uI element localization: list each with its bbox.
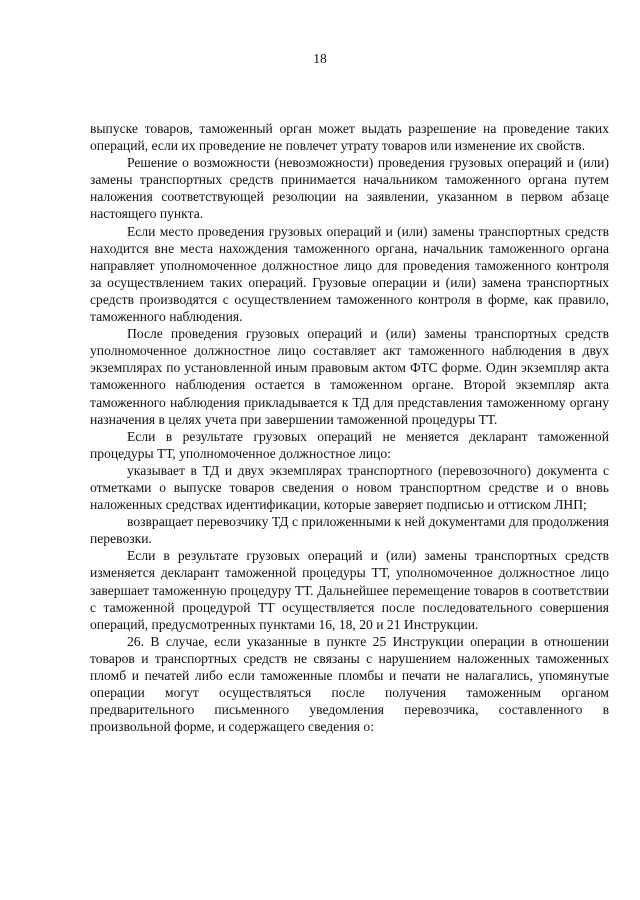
- list-item-returns: возвращает перевозчику ТД с приложенными к ней документами для продолжения перевозки.: [90, 514, 609, 547]
- page-number: 18: [313, 51, 327, 66]
- paragraph-observation-act: После проведения грузовых операций и (или) замены транспортных средств уполномоченное должностное лицо составляет акт таможенного наблюдения в двух экземплярах по установленной иным правовым актом ФТС форме. Один экземпляр акта таможенного наблюдения остается в таможенном органе. Второй экземпляр акта таможенного наблюдения прикладывается к ТД для представления таможенному органу назначения в целях учета при завершении таможенной процедуры ТТ.: [90, 326, 609, 427]
- paragraph-outside-location: Если место проведения грузовых операций и (или) замены транспортных средств находится вне места нахождения таможенного органа, начальник таможенного органа направляет уполномоченное должностное лицо для проведения таможенного контроля за осуществлением таких операций. Грузовые операции и (или) замена транспортных средств производятся с осуществлением таможенного контроля в форме, как правило, таможенного наблюдения.: [90, 223, 609, 325]
- paragraph-item-26: 26. В случае, если указанные в пункте 25 Инструкции операции в отношении товаров и транспортных средств не связаны с нарушением наложенных таможенных пломб и печатей либо если таможенные пломбы и печати не налагались, упомянутые операции могут осуществляться после получения таможенным органом предварительного письменного уведомления перевозчика, составленного в произвольной форме, и содержащего сведения о:: [90, 633, 609, 735]
- paragraph-continuation: выпуске товаров, таможенный орган может выдать разрешение на проведение таких операций, если их проведение не повлечет утрату товаров или изменение их свойств.: [90, 121, 609, 154]
- paragraph-declarant-unchanged: Если в результате грузовых операций не меняется декларант таможенной процедуры ТТ, уполномоченное должностное лицо:: [90, 428, 609, 461]
- paragraph-decision: Решение о возможности (невозможности) проведения грузовых операций и (или) замены транспортных средств принимается начальником таможенного органа путем наложения соответствующей резолюции на заявлении, указанном в первом абзаце настоящего пункта.: [90, 155, 609, 222]
- paragraph-declarant-changed: Если в результате грузовых операций и (или) замены транспортных средств изменяется декларант таможенной процедуры ТТ, уполномоченное должностное лицо завершает таможенную процедуру ТТ. Дальнейшее перемещение товаров в соответствии с таможенной процедурой ТТ осуществляется после последовательного совершения операций, предусмотренных пунктами 16, 18, 20 и 21 Инструкции.: [90, 548, 609, 632]
- document-body: [90, 120, 609, 735]
- list-item-indicates: указывает в ТД и двух экземплярах транспортного (перевозочного) документа с отметками о выпуске товаров сведения о новом транспортном средстве и о вновь наложенных средствах идентификации, которые заверяет подписью и оттиском ЛНП;: [90, 462, 609, 513]
